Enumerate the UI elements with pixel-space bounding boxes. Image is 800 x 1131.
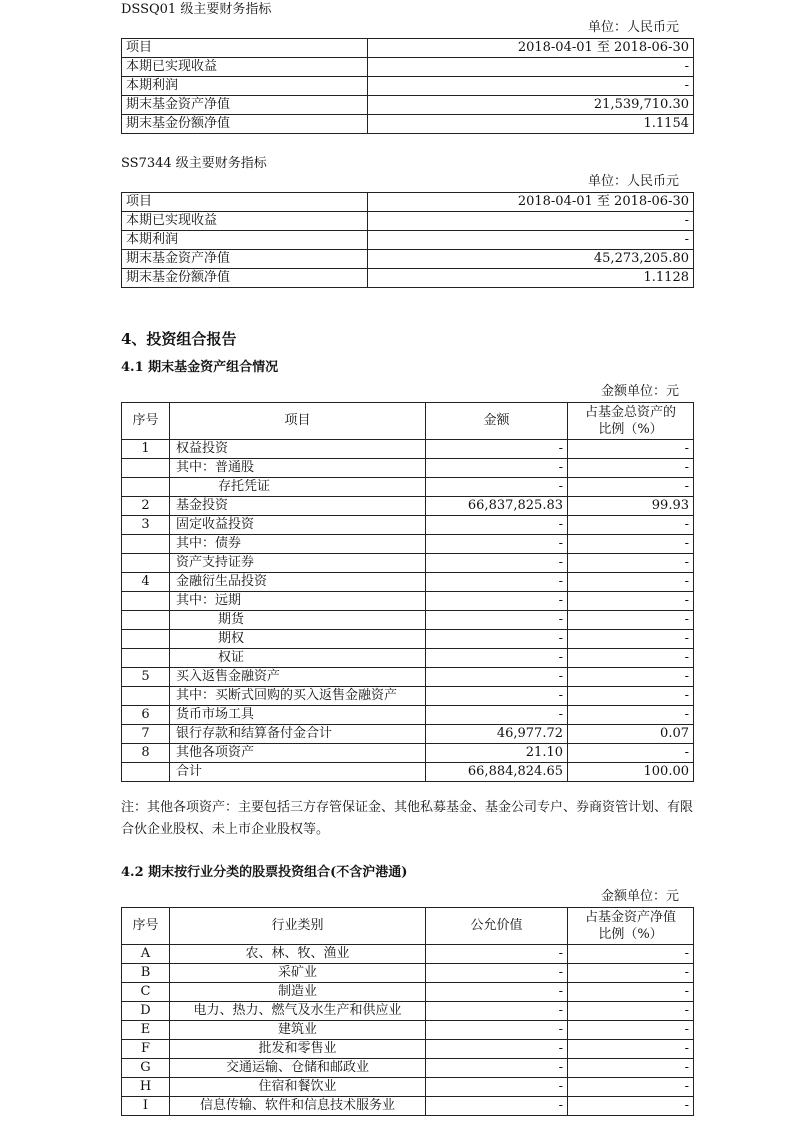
table-row bbox=[122, 516, 694, 535]
table-cell: - bbox=[568, 478, 694, 497]
table-cell: - bbox=[568, 744, 694, 763]
table-cell: C bbox=[122, 983, 170, 1002]
table-cell: 0.07 bbox=[568, 725, 694, 744]
table-row bbox=[122, 212, 694, 231]
table-cell: - bbox=[568, 459, 694, 478]
table-cell: 期末基金资产净值 bbox=[122, 96, 368, 115]
table1 bbox=[121, 38, 693, 134]
table-cell: - bbox=[426, 459, 568, 478]
header-cell bbox=[568, 403, 694, 440]
table-cell bbox=[122, 535, 170, 554]
header-line: 占基金资产净值 bbox=[584, 910, 676, 925]
asset-portfolio-table bbox=[121, 402, 693, 782]
table-cell: F bbox=[122, 1040, 170, 1059]
table-cell: 99.93 bbox=[568, 497, 694, 516]
table-row bbox=[122, 440, 694, 459]
table-cell: - bbox=[568, 554, 694, 573]
table-row bbox=[122, 1097, 694, 1116]
table-row bbox=[122, 39, 694, 58]
table-row bbox=[122, 763, 694, 782]
table-cell: - bbox=[426, 668, 568, 687]
table-cell: - bbox=[568, 945, 694, 964]
table-cell: - bbox=[426, 478, 568, 497]
header-cell bbox=[568, 908, 694, 945]
table-cell: 本期利润 bbox=[122, 231, 368, 250]
table-cell: - bbox=[568, 1002, 694, 1021]
table-cell: B bbox=[122, 964, 170, 983]
table-cell: 其他各项资产 bbox=[170, 744, 426, 763]
table-row bbox=[122, 96, 694, 115]
table-cell: 项目 bbox=[122, 193, 368, 212]
table-cell bbox=[122, 649, 170, 668]
header-cell: 公允价值 bbox=[426, 908, 568, 945]
table-row bbox=[122, 478, 694, 497]
table-cell: I bbox=[122, 1097, 170, 1116]
table-cell: 本期已实现收益 bbox=[122, 58, 368, 77]
header-cell: 序号 bbox=[122, 403, 170, 440]
table-cell: - bbox=[568, 983, 694, 1002]
table-row bbox=[122, 115, 694, 134]
table-row bbox=[122, 725, 694, 744]
table-row bbox=[122, 497, 694, 516]
table-cell: 66,884,824.65 bbox=[426, 763, 568, 782]
table-cell: - bbox=[426, 649, 568, 668]
table-cell: 5 bbox=[122, 668, 170, 687]
table-row bbox=[122, 687, 694, 706]
table-cell: 2018-04-01 至 2018-06-30 bbox=[368, 39, 694, 58]
table-cell: - bbox=[426, 554, 568, 573]
table-row bbox=[122, 269, 694, 288]
table-cell: - bbox=[568, 964, 694, 983]
table-cell: - bbox=[426, 535, 568, 554]
table-cell: 住宿和餐饮业 bbox=[170, 1078, 426, 1097]
table-cell: - bbox=[426, 1059, 568, 1078]
table-cell: 资产支持证券 bbox=[170, 554, 426, 573]
table-cell: - bbox=[368, 231, 694, 250]
table-row bbox=[122, 1002, 694, 1021]
table-cell bbox=[122, 611, 170, 630]
table-cell: - bbox=[568, 573, 694, 592]
table-cell: 合计 bbox=[170, 763, 426, 782]
table2 bbox=[121, 192, 693, 288]
table-cell: 建筑业 bbox=[170, 1021, 426, 1040]
table-cell: 6 bbox=[122, 706, 170, 725]
table-cell: - bbox=[568, 1040, 694, 1059]
table-cell: 信息传输、软件和信息技术服务业 bbox=[170, 1097, 426, 1116]
table-cell: - bbox=[568, 668, 694, 687]
table-row bbox=[122, 649, 694, 668]
table-cell bbox=[122, 592, 170, 611]
table-cell: 1.1154 bbox=[368, 115, 694, 134]
table-cell: - bbox=[426, 964, 568, 983]
table-cell: - bbox=[426, 440, 568, 459]
table-cell: - bbox=[568, 611, 694, 630]
table-cell: 4 bbox=[122, 573, 170, 592]
header-line: 比例（%） bbox=[598, 422, 663, 437]
table-cell: 金融衍生品投资 bbox=[170, 573, 426, 592]
table-cell: 21.10 bbox=[426, 744, 568, 763]
note-text: 注：其他各项资产：主要包括三方存管保证金、其他私募基金、基金公司专户、券商资管计划、有限合伙企业股权、未上市企业股权等。 bbox=[121, 800, 694, 837]
header-cell: 项目 bbox=[170, 403, 426, 440]
header-cell: 金额 bbox=[426, 403, 568, 440]
table-cell: 批发和零售业 bbox=[170, 1040, 426, 1059]
table-cell: - bbox=[426, 1021, 568, 1040]
header-line: 比例（%） bbox=[598, 927, 663, 942]
table-cell: 固定收益投资 bbox=[170, 516, 426, 535]
table-row bbox=[122, 1059, 694, 1078]
table-cell: 基金投资 bbox=[170, 497, 426, 516]
table-cell: - bbox=[426, 1097, 568, 1116]
table-cell bbox=[122, 478, 170, 497]
table-row bbox=[122, 1021, 694, 1040]
table-row bbox=[122, 459, 694, 478]
table-row bbox=[122, 668, 694, 687]
table-row bbox=[122, 77, 694, 96]
header-cell: 行业类别 bbox=[170, 908, 426, 945]
table-cell: 100.00 bbox=[568, 763, 694, 782]
table-row bbox=[122, 1040, 694, 1059]
table-cell: 1 bbox=[122, 440, 170, 459]
table-cell: - bbox=[368, 212, 694, 231]
table-row bbox=[122, 983, 694, 1002]
section-heading: 4、投资组合报告 bbox=[121, 330, 237, 348]
industry-table bbox=[121, 907, 693, 1116]
header-line: 占基金总资产的 bbox=[584, 405, 676, 420]
table-cell: - bbox=[568, 649, 694, 668]
table-cell: - bbox=[426, 592, 568, 611]
table-row bbox=[122, 573, 694, 592]
table-cell bbox=[122, 554, 170, 573]
table-cell: 期末基金份额净值 bbox=[122, 269, 368, 288]
table-cell: 农、林、牧、渔业 bbox=[170, 945, 426, 964]
table3-unit: 金额单位：元 bbox=[600, 384, 679, 399]
table-cell: 制造业 bbox=[170, 983, 426, 1002]
table-cell: - bbox=[568, 1021, 694, 1040]
table1-title: DSSQ01 级主要财务指标 bbox=[121, 2, 272, 17]
table-cell: 8 bbox=[122, 744, 170, 763]
table-cell: 权证 bbox=[170, 649, 426, 668]
table-cell: - bbox=[426, 573, 568, 592]
table-row bbox=[122, 964, 694, 983]
table-row bbox=[122, 592, 694, 611]
table-cell: 电力、热力、燃气及水生产和供应业 bbox=[170, 1002, 426, 1021]
table-cell: D bbox=[122, 1002, 170, 1021]
table-cell: 21,539,710.30 bbox=[368, 96, 694, 115]
header-cell: 序号 bbox=[122, 908, 170, 945]
table-cell: 其中：买断式回购的买入返售金融资产 bbox=[170, 687, 426, 706]
table-cell: - bbox=[426, 706, 568, 725]
table-cell: - bbox=[426, 1002, 568, 1021]
table-cell: - bbox=[426, 687, 568, 706]
table-row bbox=[122, 535, 694, 554]
table-cell: H bbox=[122, 1078, 170, 1097]
table-cell: 3 bbox=[122, 516, 170, 535]
subsection-heading-4-1: 4.1 期末基金资产组合情况 bbox=[121, 360, 279, 375]
table-cell: - bbox=[568, 687, 694, 706]
table-row bbox=[122, 193, 694, 212]
table-cell: - bbox=[568, 516, 694, 535]
table-cell: 7 bbox=[122, 725, 170, 744]
table-row bbox=[122, 250, 694, 269]
table-cell: - bbox=[568, 630, 694, 649]
table-row bbox=[122, 744, 694, 763]
table-cell: 期货 bbox=[170, 611, 426, 630]
table-header-row bbox=[122, 908, 694, 945]
table-row bbox=[122, 630, 694, 649]
table-row bbox=[122, 945, 694, 964]
table-row bbox=[122, 554, 694, 573]
table-cell bbox=[122, 459, 170, 478]
table-cell: 期末基金资产净值 bbox=[122, 250, 368, 269]
table-cell: - bbox=[568, 706, 694, 725]
table-cell: - bbox=[426, 516, 568, 535]
table-cell: - bbox=[426, 611, 568, 630]
table-cell: 存托凭证 bbox=[170, 478, 426, 497]
table-cell: - bbox=[568, 440, 694, 459]
table-cell: 项目 bbox=[122, 39, 368, 58]
table-cell: - bbox=[568, 592, 694, 611]
table-cell: A bbox=[122, 945, 170, 964]
table-row bbox=[122, 58, 694, 77]
table-cell: E bbox=[122, 1021, 170, 1040]
table-header-row bbox=[122, 403, 694, 440]
table-row bbox=[122, 231, 694, 250]
table-cell: - bbox=[426, 983, 568, 1002]
table-cell bbox=[122, 630, 170, 649]
table-row bbox=[122, 611, 694, 630]
table-cell: 66,837,825.83 bbox=[426, 497, 568, 516]
table-cell: 买入返售金融资产 bbox=[170, 668, 426, 687]
subsection-heading-4-2: 4.2 期末按行业分类的股票投资组合(不含沪港通) bbox=[121, 865, 408, 880]
table1-unit: 单位：人民币元 bbox=[587, 20, 679, 35]
table-cell: 其中：债券 bbox=[170, 535, 426, 554]
table-cell: - bbox=[426, 630, 568, 649]
table-cell: - bbox=[568, 535, 694, 554]
table-cell: 2018-04-01 至 2018-06-30 bbox=[368, 193, 694, 212]
table-cell: 交通运输、仓储和邮政业 bbox=[170, 1059, 426, 1078]
table2-title: SS7344 级主要财务指标 bbox=[121, 156, 267, 171]
table-cell: - bbox=[426, 1040, 568, 1059]
table-cell: 采矿业 bbox=[170, 964, 426, 983]
table-cell: - bbox=[568, 1097, 694, 1116]
table-cell bbox=[122, 763, 170, 782]
table-cell: 其中：普通股 bbox=[170, 459, 426, 478]
table-cell: - bbox=[368, 77, 694, 96]
table-cell: G bbox=[122, 1059, 170, 1078]
table-cell: 期末基金份额净值 bbox=[122, 115, 368, 134]
table-row bbox=[122, 1078, 694, 1097]
table-cell: 权益投资 bbox=[170, 440, 426, 459]
table-cell: 46,977.72 bbox=[426, 725, 568, 744]
table-cell: 其中：远期 bbox=[170, 592, 426, 611]
table-row bbox=[122, 706, 694, 725]
table4-unit: 金额单位：元 bbox=[600, 889, 679, 904]
table-cell: 1.1128 bbox=[368, 269, 694, 288]
table-cell: - bbox=[426, 1078, 568, 1097]
table-cell: 银行存款和结算备付金合计 bbox=[170, 725, 426, 744]
table-cell bbox=[122, 687, 170, 706]
table-cell: 货币市场工具 bbox=[170, 706, 426, 725]
table-cell: 本期利润 bbox=[122, 77, 368, 96]
table-cell: 本期已实现收益 bbox=[122, 212, 368, 231]
table-cell: - bbox=[568, 1078, 694, 1097]
table2-unit: 单位：人民币元 bbox=[587, 174, 679, 189]
table-cell: 45,273,205.80 bbox=[368, 250, 694, 269]
table-cell: 期权 bbox=[170, 630, 426, 649]
table-cell: - bbox=[568, 1059, 694, 1078]
table-cell: - bbox=[426, 945, 568, 964]
table-cell: 2 bbox=[122, 497, 170, 516]
table-cell: - bbox=[368, 58, 694, 77]
